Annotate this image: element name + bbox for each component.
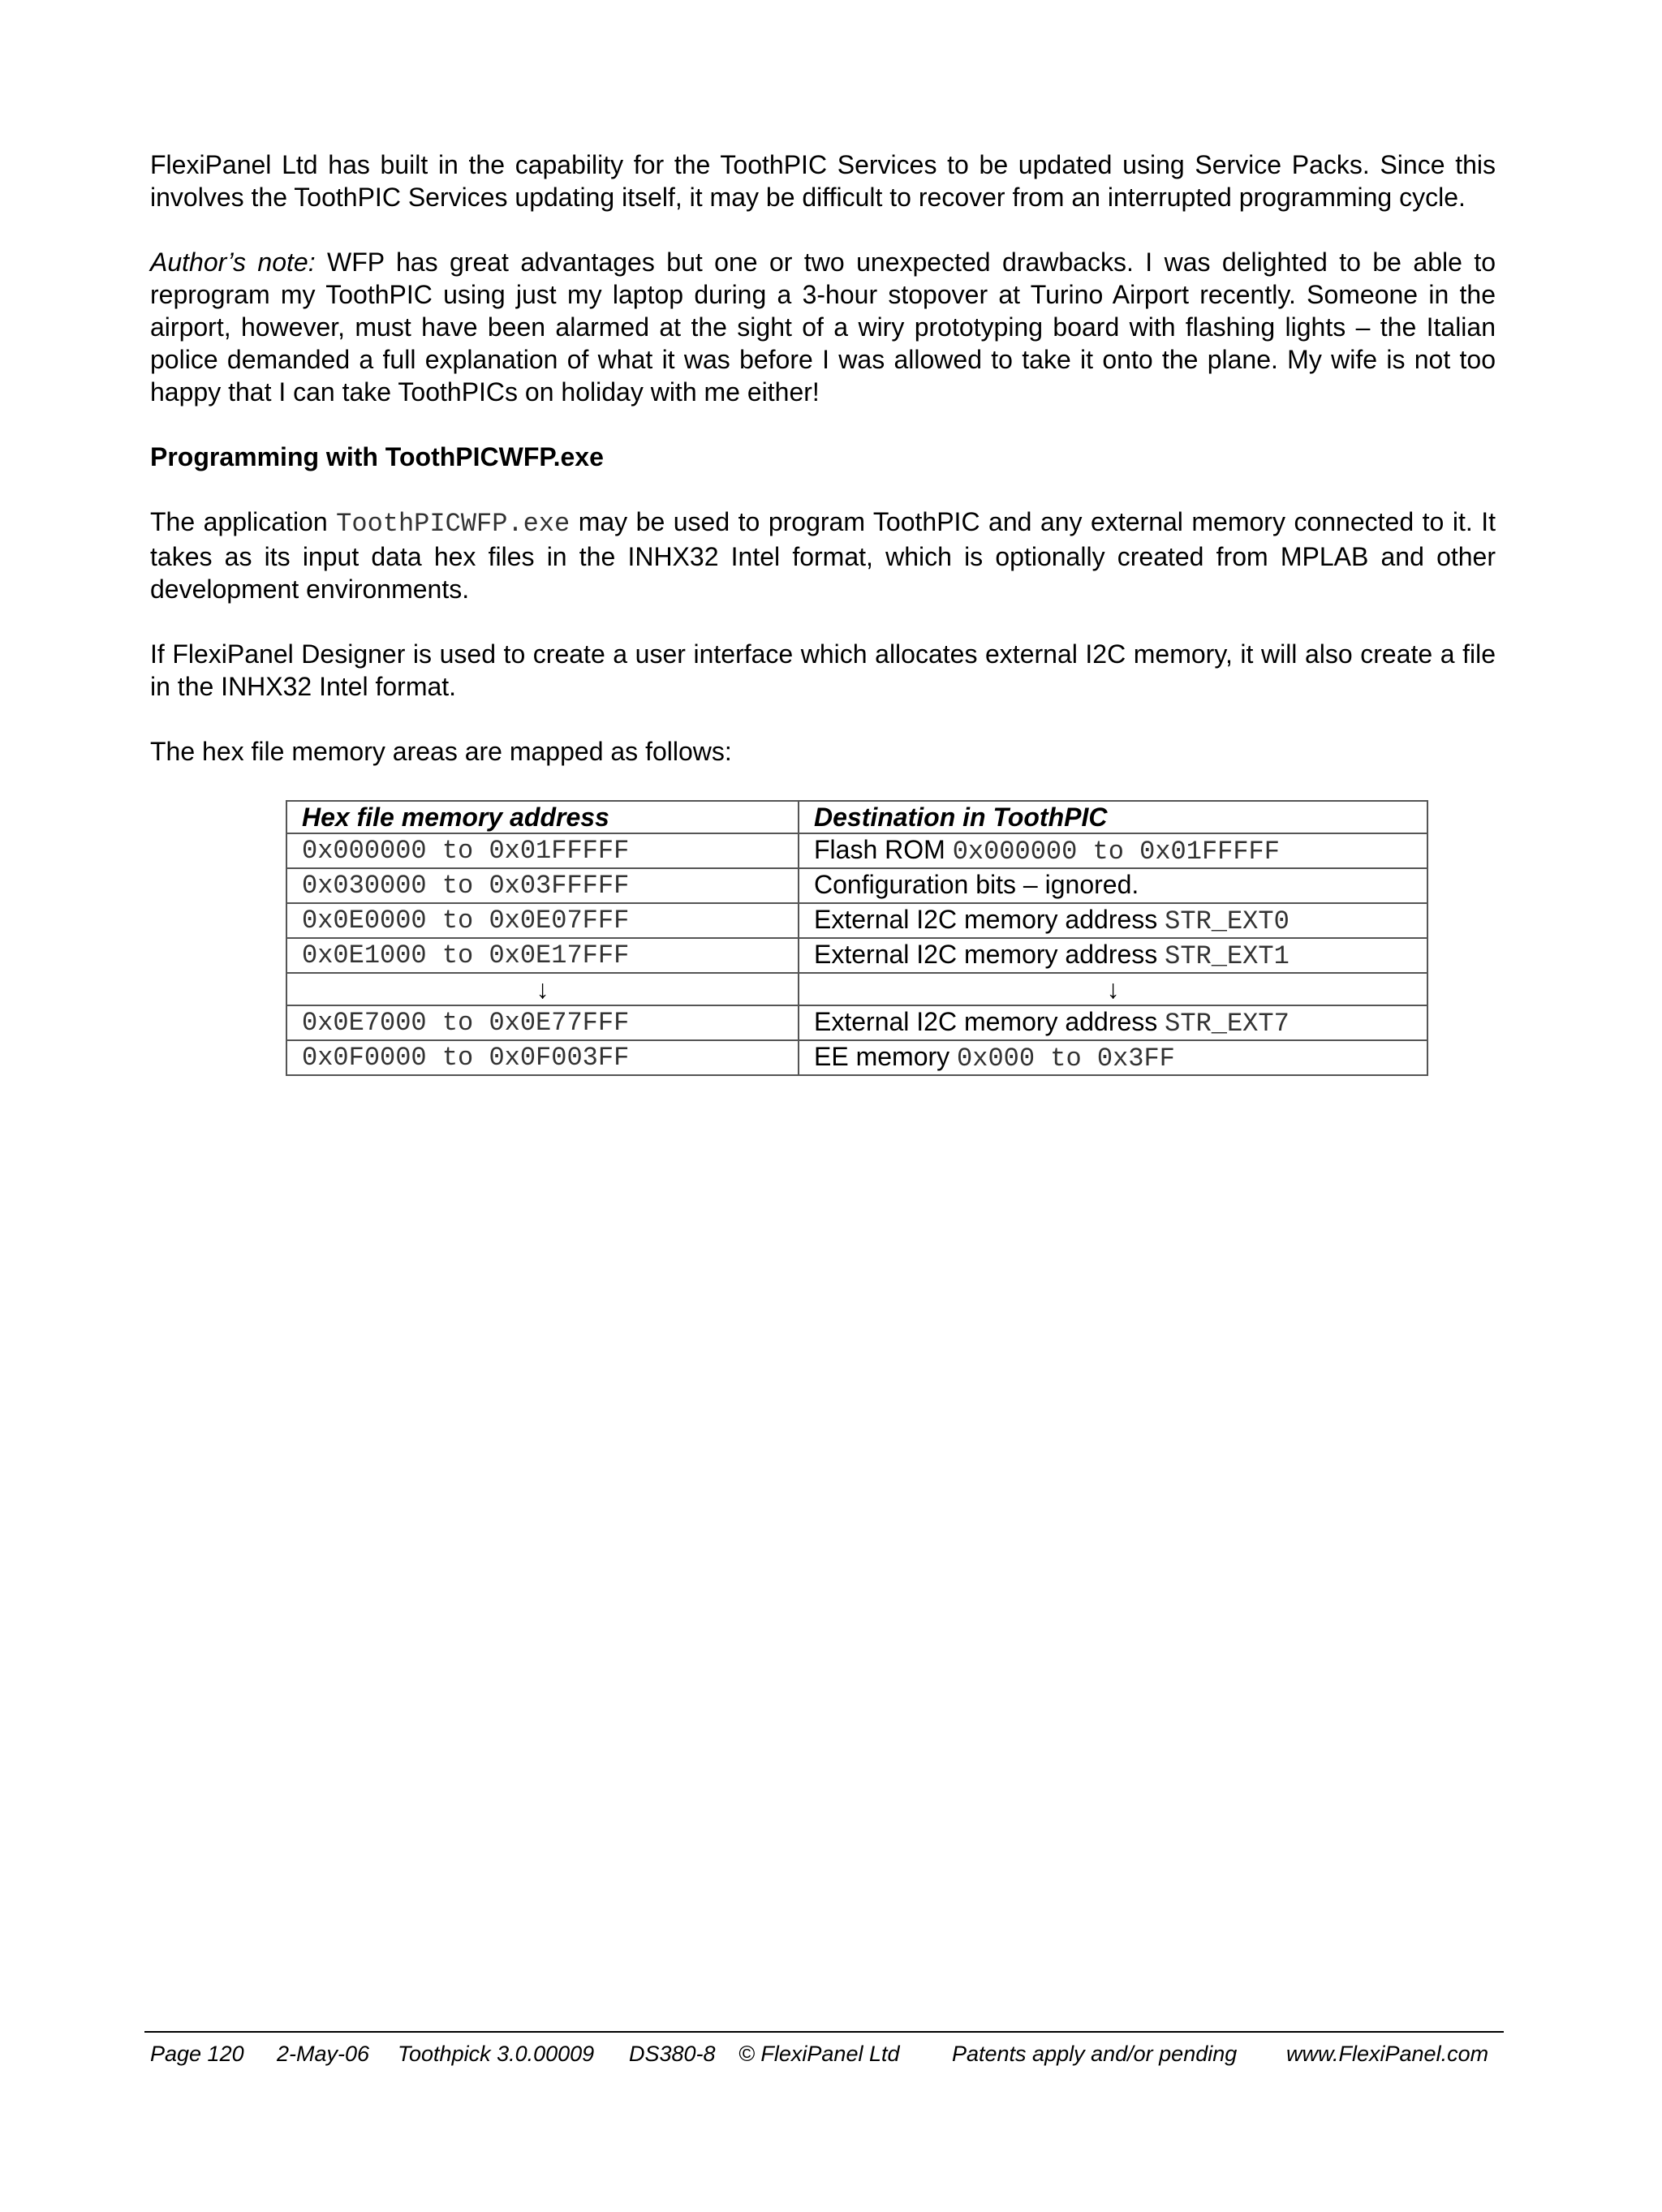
destination-cell: EE memory 0x000 to 0x3FF bbox=[799, 1040, 1427, 1075]
paragraph-designer: If FlexiPanel Designer is used to create a user interface which allocates external I2C memory, it will also create a file in the INHX32 Intel format. bbox=[150, 639, 1496, 701]
ellipsis-arrow-icon: ↓ bbox=[799, 973, 1427, 1005]
column-header: Destination in ToothPIC bbox=[799, 801, 1427, 833]
table-row bbox=[286, 1040, 1427, 1075]
paragraph-mapping-intro: The hex file memory areas are mapped as follows: bbox=[150, 737, 732, 766]
footer-patents: Patents apply and/or pending bbox=[952, 2042, 1238, 2066]
table-row bbox=[286, 833, 1427, 868]
hex-address-cell: 0x0F0000 to 0x0F003FF bbox=[286, 1040, 799, 1075]
column-header: Hex file memory address bbox=[286, 801, 799, 833]
memory-map-table bbox=[286, 800, 1428, 1076]
destination-cell: Configuration bits – ignored. bbox=[799, 868, 1427, 903]
section-heading: Programming with ToothPICWFP.exe bbox=[150, 442, 604, 471]
footer-doc-id: DS380-8 bbox=[629, 2042, 716, 2066]
note-label: Author’s note: bbox=[150, 247, 316, 277]
table-row bbox=[286, 973, 1427, 1005]
destination-cell: External I2C memory address STR_EXT0 bbox=[799, 903, 1427, 938]
table-row bbox=[286, 938, 1427, 973]
ellipsis-arrow-icon: ↓ bbox=[286, 973, 799, 1005]
footer-page-number: Page 120 bbox=[150, 2042, 244, 2066]
table-row bbox=[286, 1005, 1427, 1040]
inline-code-filename: ToothPICWFP.exe bbox=[336, 509, 571, 539]
table-row bbox=[286, 903, 1427, 938]
destination-cell: External I2C memory address STR_EXT7 bbox=[799, 1005, 1427, 1040]
hex-address-cell: 0x0E0000 to 0x0E07FFF bbox=[286, 903, 799, 938]
page-footer bbox=[144, 2031, 1504, 2066]
destination-cell: External I2C memory address STR_EXT1 bbox=[799, 938, 1427, 973]
page-body bbox=[150, 148, 1496, 1076]
destination-cell: Flash ROM 0x000000 to 0x01FFFFF bbox=[799, 833, 1427, 868]
hex-address-cell: 0x030000 to 0x03FFFFF bbox=[286, 868, 799, 903]
hex-address-cell: 0x0E7000 to 0x0E77FFF bbox=[286, 1005, 799, 1040]
note-text: WFP has great advantages but one or two unexpected drawbacks. I was delighted to be able to reprogram my ToothPIC using just my laptop during a 3-hour stopover at Turino Airport recently. Someone in the airport, however, must have been alarmed at the sight of a wiry prototyping board with flashing lights – the Italian police demanded a full explanation of what it was before I was allowed to take it onto the plane. My wife is not too happy that I can take ToothPICs on holiday with me either! bbox=[150, 247, 1496, 407]
table-row bbox=[286, 868, 1427, 903]
footer-url: www.FlexiPanel.com bbox=[1286, 2042, 1489, 2066]
table-header-row bbox=[286, 801, 1427, 833]
footer-date: 2-May-06 bbox=[277, 2042, 370, 2066]
paragraph-application: The application ToothPICWFP.exe may be used to program ToothPIC and any external memory connected to it. It takes as its input data hex files in the INHX32 Intel format, which is optionally created from MPLAB and other development environments. bbox=[150, 507, 1496, 604]
paragraph-service-packs: FlexiPanel Ltd has built in the capability for the ToothPIC Services to be updated using Service Packs. Since this involves the ToothPIC Services updating itself, it may be difficult to recover from an interrupted programming cycle. bbox=[150, 150, 1496, 212]
footer-product: Toothpick 3.0.00009 bbox=[398, 2042, 595, 2066]
footer-copyright: © FlexiPanel Ltd bbox=[738, 2042, 900, 2066]
paragraph-authors-note bbox=[150, 246, 1496, 408]
hex-address-cell: 0x0E1000 to 0x0E17FFF bbox=[286, 938, 799, 973]
hex-address-cell: 0x000000 to 0x01FFFFF bbox=[286, 833, 799, 868]
